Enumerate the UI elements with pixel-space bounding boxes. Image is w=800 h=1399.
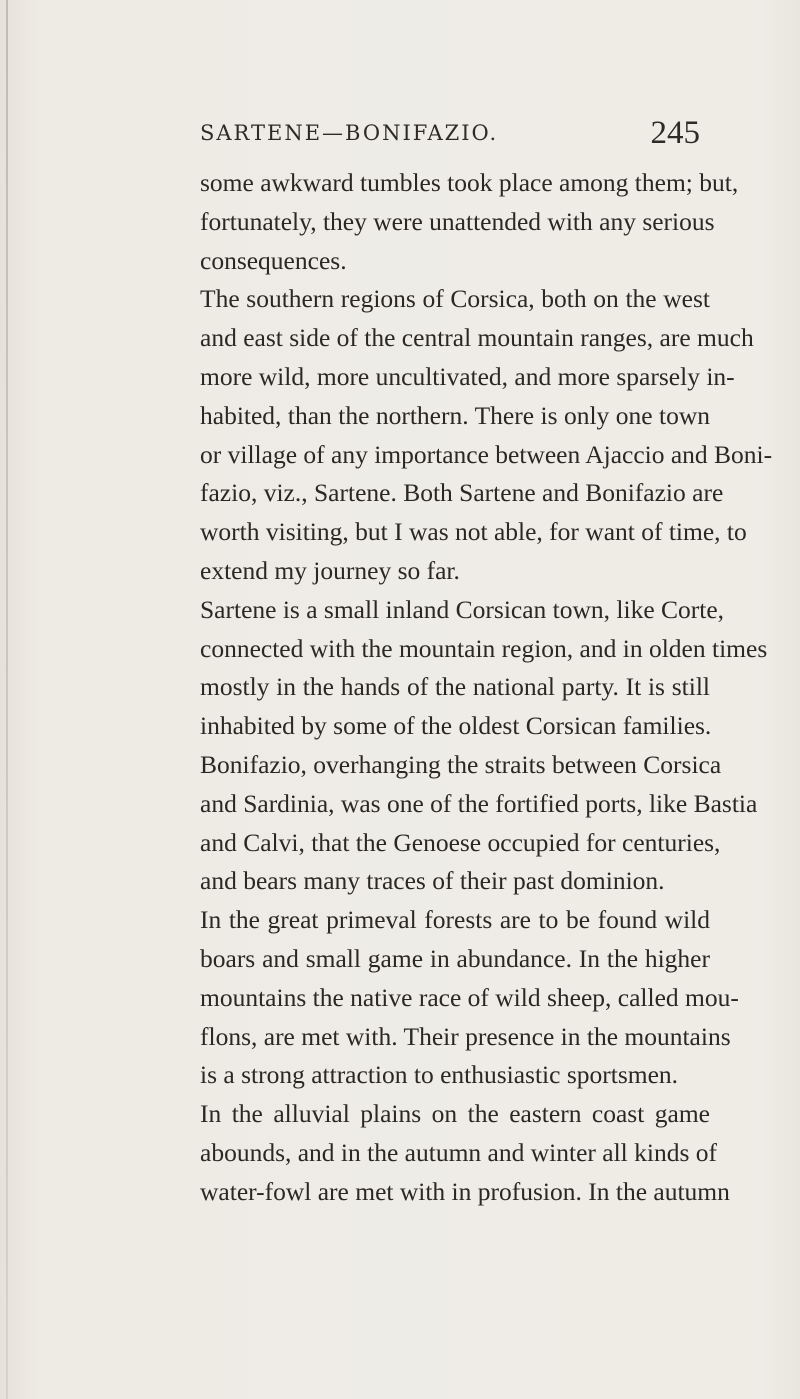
- text-line: fortunately, they were unattended with any serious: [200, 206, 715, 236]
- text-line: mostly in the hands of the national party. It is still: [200, 672, 710, 702]
- running-head: [200, 115, 700, 158]
- text-line: fazio, viz., Sartene. Both Sartene and Bonifazio are: [200, 478, 724, 508]
- text-line: worth visiting, but I was not able, for want of time, to: [200, 517, 747, 547]
- text-line: The southern regions of Corsica, both on the west: [200, 284, 710, 314]
- text-line: In the alluvial plains on the eastern coast game: [200, 1099, 710, 1129]
- page-number: 245: [650, 115, 700, 151]
- text-line: habited, than the northern. There is only one town: [200, 400, 710, 430]
- text-line: and Sardinia, was one of the fortified ports, like Bastia: [200, 788, 758, 818]
- text-line: consequences.: [200, 245, 347, 275]
- text-line: and bears many traces of their past dominion.: [200, 866, 665, 896]
- text-line: abounds, and in the autumn and winter all kinds of: [200, 1137, 717, 1167]
- text-line: extend my journey so far.: [200, 555, 460, 585]
- text-line: more wild, more uncultivated, and more sparsely in-: [200, 361, 735, 391]
- text-line: inhabited by some of the oldest Corsican families.: [200, 711, 712, 741]
- text-line: flons, are met with. Their presence in the mountains: [200, 1021, 731, 1051]
- text-line: and Calvi, that the Genoese occupied for centuries,: [200, 827, 721, 857]
- text-line: mountains the native race of wild sheep, called mou-: [200, 982, 739, 1012]
- page-gutter: [6, 0, 8, 1399]
- text-line: Sartene is a small inland Corsican town, like Corte,: [200, 594, 725, 624]
- text-line: water-fowl are met with in profusion. In the autumn: [200, 1176, 730, 1206]
- text-line: connected with the mountain region, and in olden times: [200, 633, 768, 663]
- text-line: In the great primeval forests are to be found wild: [200, 905, 710, 935]
- text-line: Bonifazio, overhanging the straits between Corsica: [200, 749, 722, 779]
- text-line: and east side of the central mountain ranges, are much: [200, 323, 754, 353]
- text-line: some awkward tumbles took place among them; but,: [200, 168, 739, 197]
- body-text: [200, 164, 773, 1212]
- text-line: is a strong attraction to enthusiastic sportsmen.: [200, 1060, 679, 1090]
- text-line: or village of any importance between Ajaccio and Boni-: [200, 439, 773, 469]
- text-line: boars and small game in abundance. In the higher: [200, 943, 710, 973]
- running-title: SARTENE—BONIFAZIO.: [200, 121, 499, 145]
